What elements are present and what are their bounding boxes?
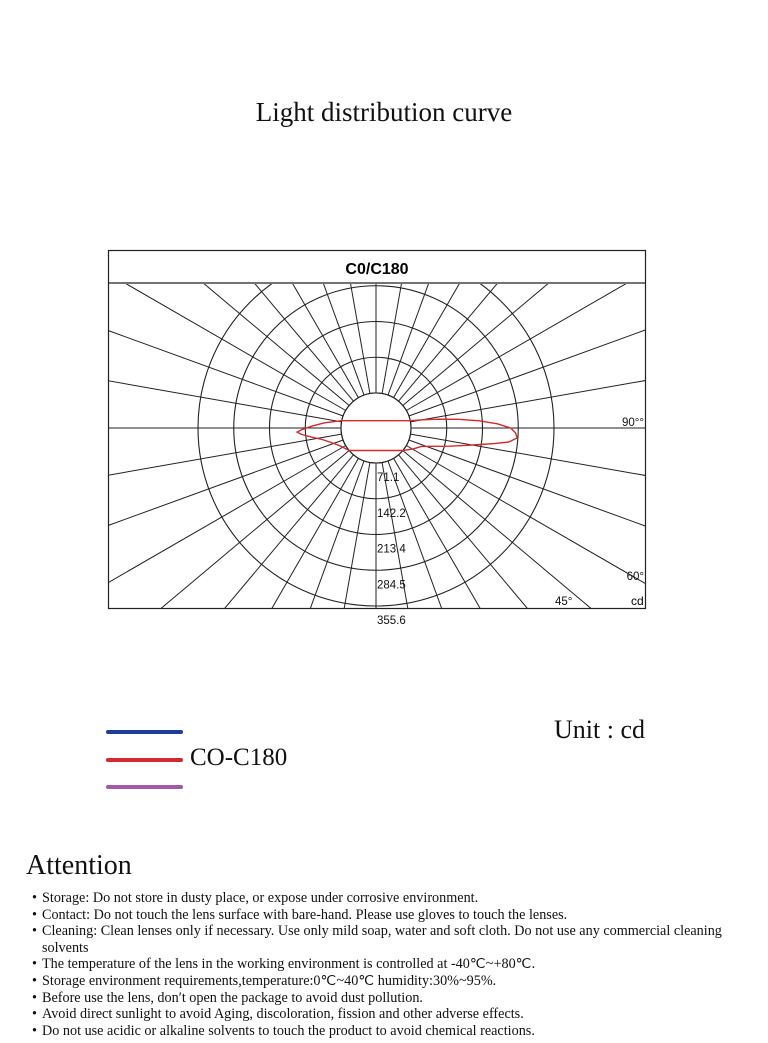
legend-line-red xyxy=(106,758,183,762)
attention-item: • Avoid direct sunlight to avoid Aging, discoloration, fission and other adverse effects. xyxy=(32,1006,732,1023)
attention-title: Attention xyxy=(26,850,132,881)
attention-item: • Storage environment requirements,temperature:0℃~40℃ humidity:30%~95%. xyxy=(32,973,732,990)
attention-item: • Before use the lens, don′t open the package to avoid dust pollution. xyxy=(32,990,732,1007)
polar-chart xyxy=(108,250,646,627)
angle-label: 60° xyxy=(626,571,644,583)
legend-label: CO-C180 xyxy=(190,744,288,771)
angle-label: 45° xyxy=(555,596,573,608)
attention-list xyxy=(32,890,732,1039)
cd-unit-label: cd xyxy=(631,594,644,608)
page-title: Light distribution curve xyxy=(255,97,513,127)
attention-item: • Cleaning: Clean lenses only if necessary. Use only mild soap, water and soft cloth. Do not use any commercial cleaning solvents xyxy=(32,923,732,956)
angle-label: 90°° xyxy=(622,417,644,429)
unit-label: Unit : cd xyxy=(554,715,645,744)
attention-item: • Contact: Do not touch the lens surface with bare-hand. Please use gloves to touch the lenses. xyxy=(32,907,732,924)
radial-tick-label: 355.6 xyxy=(377,615,406,627)
radial-tick-label: 71.1 xyxy=(377,472,400,484)
attention-item: • Storage: Do not store in dusty place, or expose under corrosive environment. xyxy=(32,890,732,907)
attention-item: • Do not use acidic or alkaline solvents to touch the product to avoid chemical reactions. xyxy=(32,1023,732,1040)
attention-item: • The temperature of the lens in the working environment is controlled at -40℃~+80℃. xyxy=(32,956,732,973)
chart-title: C0/C180 xyxy=(345,261,409,278)
radial-tick-label: 284.5 xyxy=(377,579,406,592)
polar-chart-svg xyxy=(108,250,646,627)
legend-line-blue xyxy=(106,730,183,734)
radial-tick-label: 142.2 xyxy=(377,507,406,520)
radial-tick-label: 213.4 xyxy=(377,543,406,556)
legend-line-purple xyxy=(106,785,183,789)
